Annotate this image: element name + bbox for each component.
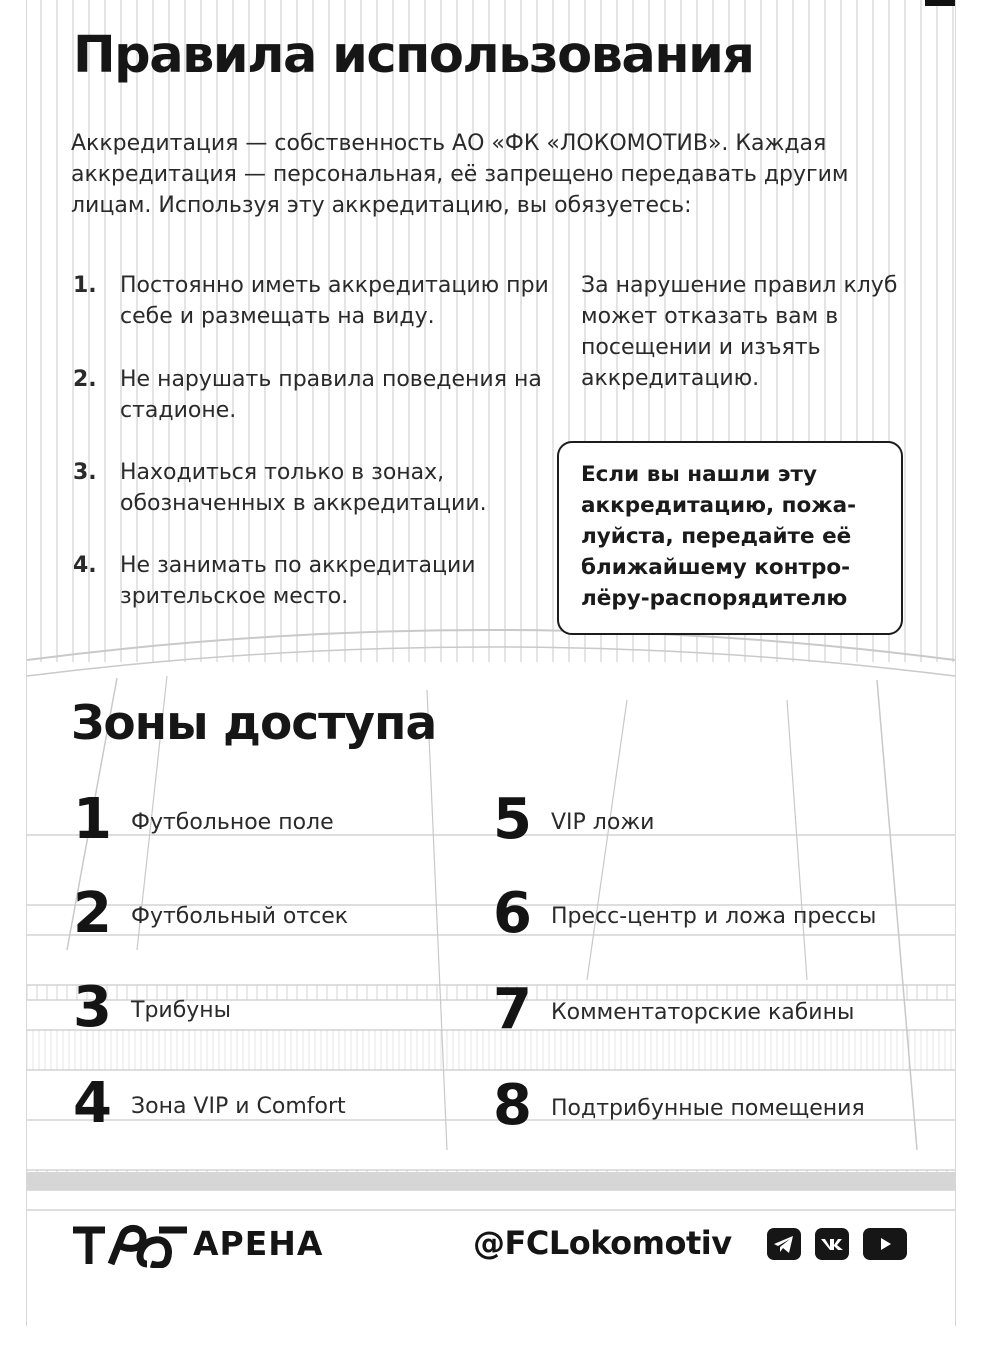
zone-label: Пресс-центр и ложа прессы bbox=[551, 904, 877, 929]
zone-label: Футбольное поле bbox=[131, 810, 334, 835]
found-card-notice bbox=[557, 441, 903, 635]
zone-number: 1 bbox=[73, 787, 112, 852]
rule-number: 1. bbox=[73, 273, 97, 298]
rule-text: Не занимать по аккредитации зрительское место. bbox=[120, 553, 476, 609]
zone-number: 8 bbox=[493, 1073, 532, 1138]
zone-number: 6 bbox=[493, 881, 532, 946]
accreditation-card bbox=[26, 0, 956, 1326]
notice-text: Если вы нашли эту аккредитацию, пожа-луйста, передайте её ближайшему контро-лёру-распорядителю bbox=[581, 462, 857, 611]
zone-label: Комментаторские кабины bbox=[551, 1000, 855, 1025]
zone-label: Футбольный отсек bbox=[131, 904, 349, 929]
zone-number: 7 bbox=[493, 977, 532, 1042]
rule-text: Не нарушать правила поведения на стадионе. bbox=[120, 367, 542, 423]
logo-text: АРЕНА bbox=[193, 1224, 324, 1263]
rule-number: 4. bbox=[73, 553, 97, 578]
rules-intro: Аккредитация — собственность АО «ФК «ЛОКОМОТИВ». Каждая аккредитация — персональная, её запрещено передавать другим лицам. Используя эту аккредитацию, вы обязуетесь: bbox=[71, 131, 849, 218]
zone-label: Зона VIP и Comfort bbox=[131, 1094, 346, 1119]
rules-title: Правила использования bbox=[73, 26, 754, 85]
youtube-icon[interactable] bbox=[863, 1228, 907, 1260]
rule-text: Находиться только в зонах, обозначенных в аккредитации. bbox=[120, 460, 487, 516]
rule-number: 3. bbox=[73, 460, 97, 485]
zone-number: 2 bbox=[73, 881, 112, 946]
rzd-logo-icon bbox=[71, 1220, 191, 1268]
telegram-icon[interactable] bbox=[767, 1228, 801, 1260]
zones-title: Зоны доступа bbox=[71, 696, 437, 751]
social-handle[interactable]: @FCLokomotiv bbox=[473, 1224, 732, 1262]
zone-number: 3 bbox=[73, 975, 112, 1040]
zone-label: Трибуны bbox=[131, 998, 232, 1023]
vk-icon[interactable] bbox=[815, 1228, 849, 1260]
zone-label: Подтрибунные помещения bbox=[551, 1096, 865, 1121]
rule-number: 2. bbox=[73, 367, 97, 392]
rule-text: Постоянно иметь аккредитацию при себе и размещать на виду. bbox=[120, 273, 549, 329]
penalty-text: За нарушение правил клуб может отказать вам в посещении и изъять аккредитацию. bbox=[581, 273, 898, 391]
zone-number: 4 bbox=[73, 1071, 112, 1136]
scan-corner-mark bbox=[925, 0, 955, 6]
zone-number: 5 bbox=[493, 787, 532, 852]
zone-label: VIP ложи bbox=[551, 810, 655, 835]
